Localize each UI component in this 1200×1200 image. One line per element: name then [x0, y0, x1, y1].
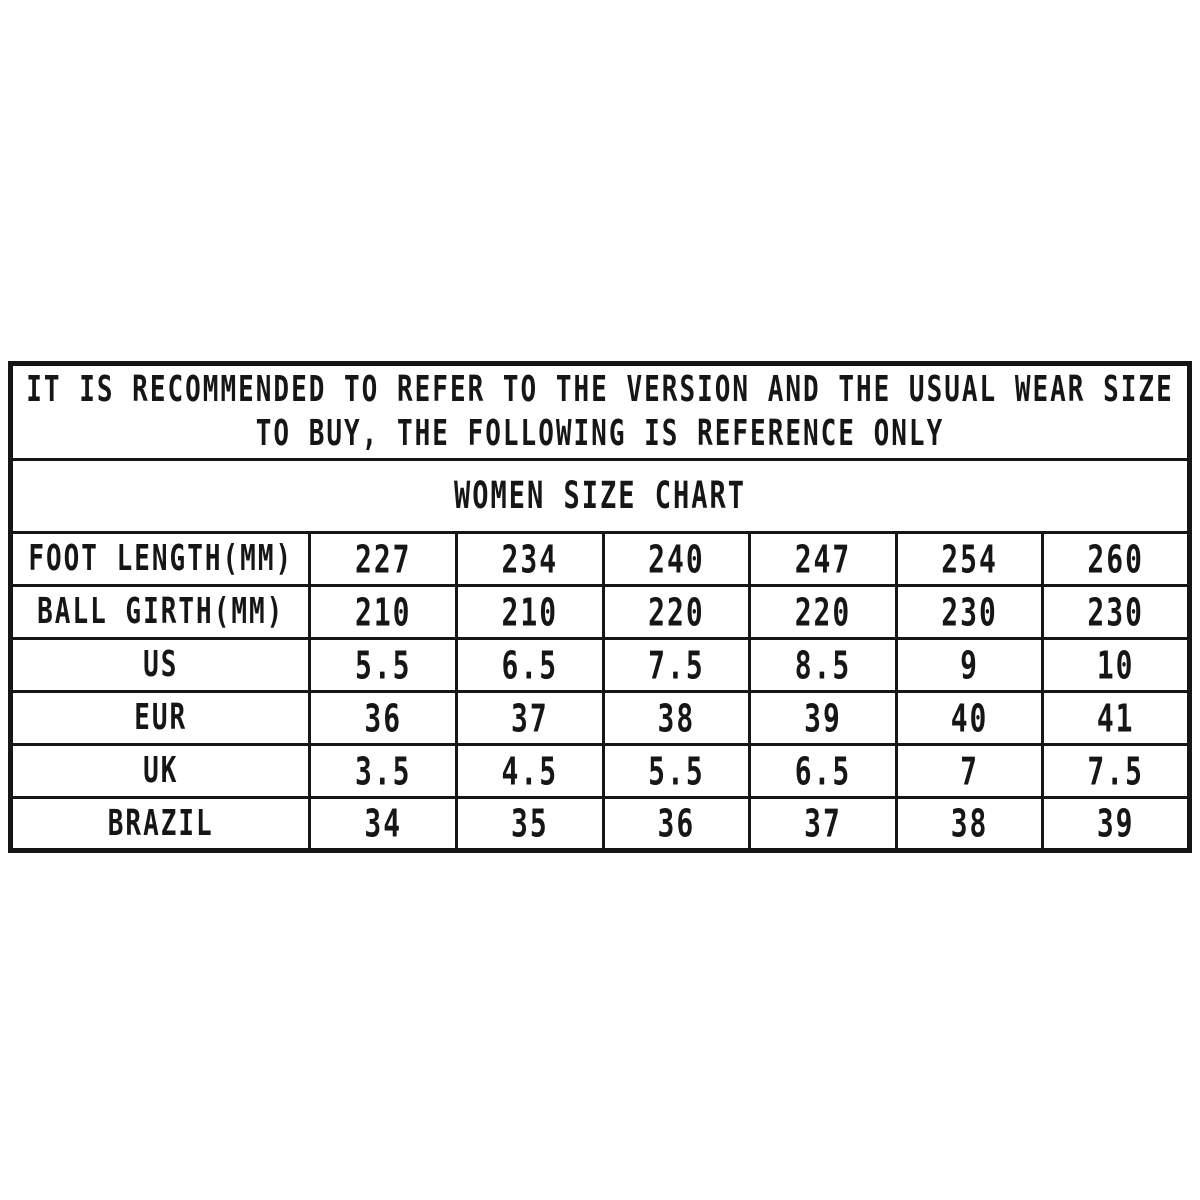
size-value-cell: 8.5: [750, 639, 897, 692]
size-value-cell: 41: [1043, 692, 1190, 745]
size-value-cell: 38: [603, 692, 750, 745]
size-value-cell: 7: [896, 745, 1043, 798]
size-value-cell: 40: [896, 692, 1043, 745]
size-value-cell: 10: [1043, 639, 1190, 692]
size-value-cell: 230: [1043, 586, 1190, 639]
size-value-cell: 9: [896, 639, 1043, 692]
row-label: US: [11, 639, 310, 692]
size-value-cell: 39: [750, 692, 897, 745]
row-label: UK: [11, 745, 310, 798]
notice-line-1: IT IS RECOMMENDED TO REFER TO THE VERSION AND THE USUAL WEAR SIZE: [26, 369, 1174, 411]
size-value-cell: 254: [896, 533, 1043, 586]
row-ball-girth: [11, 586, 1190, 639]
row-label: FOOT LENGTH(MM): [11, 533, 310, 586]
size-value-cell: 37: [750, 798, 897, 851]
row-brazil: [11, 798, 1190, 851]
size-value-cell: 38: [896, 798, 1043, 851]
row-uk: [11, 745, 1190, 798]
size-value-cell: 34: [310, 798, 457, 851]
notice-row: [11, 364, 1190, 460]
size-value-cell: 6.5: [457, 639, 604, 692]
size-value-cell: 39: [1043, 798, 1190, 851]
size-value-cell: 6.5: [750, 745, 897, 798]
size-value-cell: 220: [603, 586, 750, 639]
size-value-cell: 36: [310, 692, 457, 745]
title-row: [11, 460, 1190, 533]
size-value-cell: 4.5: [457, 745, 604, 798]
size-value-cell: 210: [310, 586, 457, 639]
size-value-cell: 240: [603, 533, 750, 586]
row-foot-length: [11, 533, 1190, 586]
row-eur: [11, 692, 1190, 745]
notice-line-2: TO BUY, THE FOLLOWING IS REFERENCE ONLY: [255, 413, 945, 455]
size-value-cell: 220: [750, 586, 897, 639]
size-value-cell: 260: [1043, 533, 1190, 586]
chart-title: WOMEN SIZE CHART: [453, 474, 747, 518]
women-size-chart-table: [8, 361, 1192, 853]
size-value-cell: 210: [457, 586, 604, 639]
row-label: EUR: [11, 692, 310, 745]
size-value-cell: 36: [603, 798, 750, 851]
notice-cell: [11, 364, 1190, 460]
size-value-cell: 5.5: [603, 745, 750, 798]
size-value-cell: 37: [457, 692, 604, 745]
size-value-cell: 227: [310, 533, 457, 586]
row-us: [11, 639, 1190, 692]
size-value-cell: 230: [896, 586, 1043, 639]
size-value-cell: 234: [457, 533, 604, 586]
size-value-cell: 7.5: [603, 639, 750, 692]
size-value-cell: 3.5: [310, 745, 457, 798]
size-value-cell: 5.5: [310, 639, 457, 692]
size-value-cell: 247: [750, 533, 897, 586]
size-value-cell: 35: [457, 798, 604, 851]
size-value-cell: 7.5: [1043, 745, 1190, 798]
row-label: BALL GIRTH(MM): [11, 586, 310, 639]
chart-title-cell: [11, 460, 1190, 533]
row-label: BRAZIL: [11, 798, 310, 851]
